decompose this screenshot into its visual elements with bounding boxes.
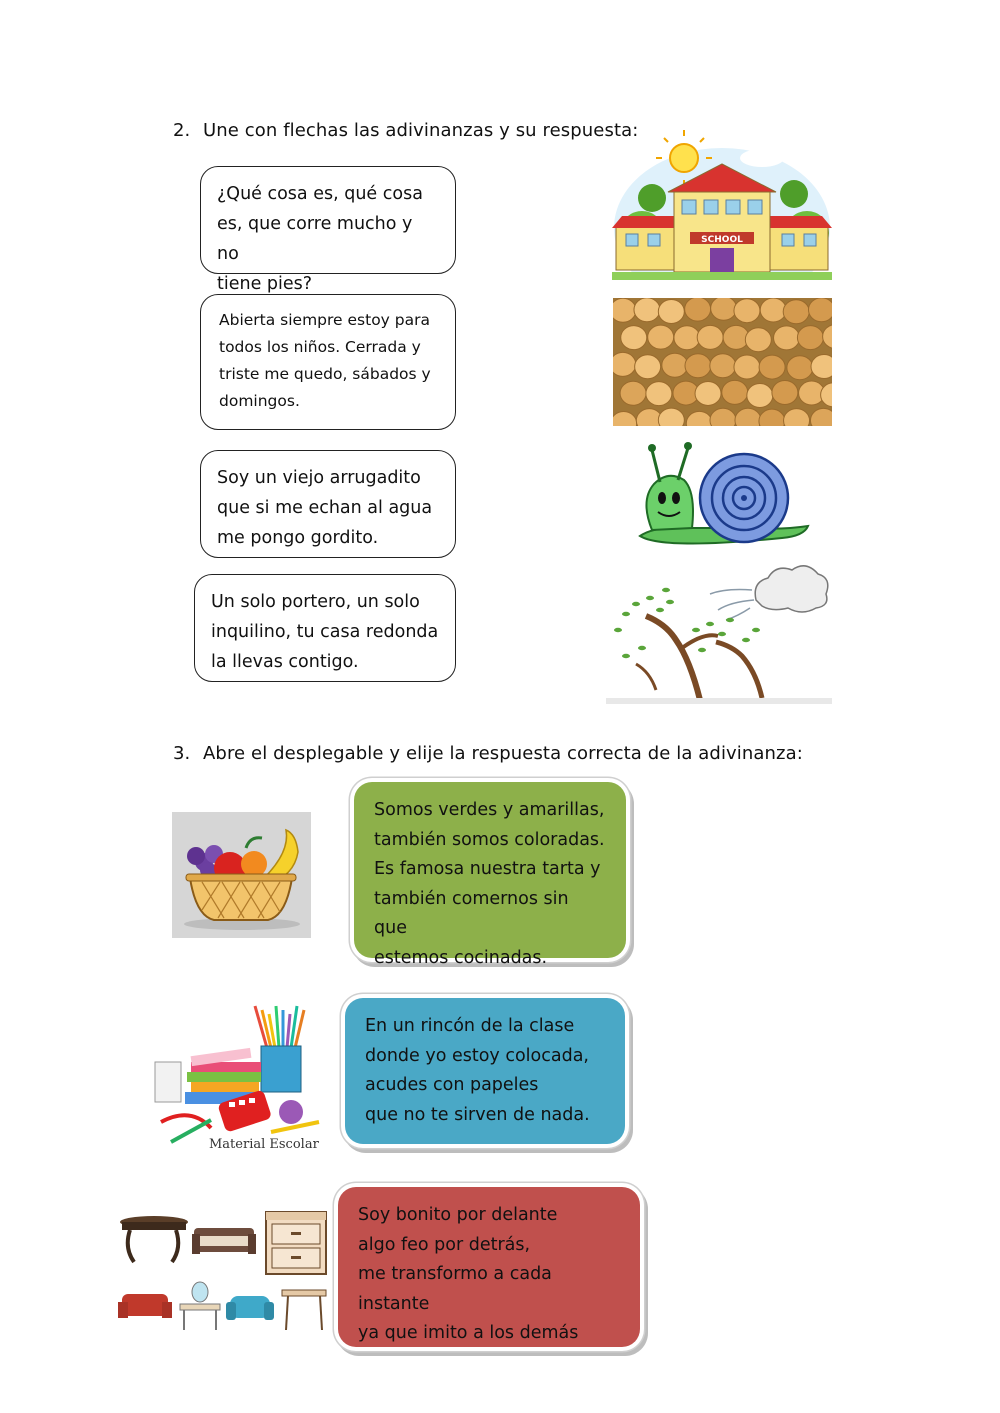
- school-supplies-image: [151, 1002, 327, 1158]
- riddle-card-3-text: Soy bonito por delante algo feo por detrás, me transformo a cada instante ya que imito a los demás: [358, 1205, 579, 1343]
- riddle-box-3: [200, 450, 456, 558]
- wind-image: [606, 560, 832, 704]
- section-3-number: 3.: [173, 743, 191, 764]
- riddle-text-1: ¿Qué cosa es, qué cosa es, que corre mucho y no tiene pies?: [217, 184, 423, 294]
- riddle-card-2-text: En un rincón de la clase donde yo estoy colocada, acudes con papeles que no te sirven de nada.: [365, 1016, 590, 1125]
- fruit-basket-image: [172, 812, 311, 938]
- section-3-heading: [173, 743, 803, 764]
- riddle-card-3: [338, 1187, 640, 1347]
- section-2-heading: [173, 120, 638, 141]
- riddle-text-4: Un solo portero, un solo inquilino, tu casa redonda la llevas contigo.: [211, 592, 439, 672]
- riddle-text-3: Soy un viejo arrugadito que si me echan al agua me pongo gordito.: [217, 468, 433, 548]
- section-2-number: 2.: [173, 120, 191, 141]
- section-3-instruction: Abre el desplegable y elije la respuesta correcta de la adivinanza:: [203, 743, 803, 764]
- riddle-card-1-text: Somos verdes y amarillas, también somos coloradas. Es famosa nuestra tarta y también comernos sin que estemos cocinadas.: [374, 800, 605, 968]
- furniture-image: [116, 1208, 330, 1336]
- riddle-card-2: [345, 998, 625, 1144]
- section-2-instruction: Une con flechas las adivinanzas y su respuesta:: [203, 120, 639, 141]
- riddle-card-1: [354, 782, 626, 968]
- riddle-box-2: [200, 294, 456, 430]
- snail-image: [632, 440, 812, 552]
- riddle-text-2: Abierta siempre estoy para todos los niños. Cerrada y triste me quedo, sábados y domingos.: [219, 311, 431, 410]
- school-sign-text: SCHOOL: [701, 235, 743, 245]
- chickpeas-image: [613, 298, 832, 426]
- riddle-box-1: [200, 166, 456, 294]
- riddle-box-4: [194, 574, 456, 682]
- school-image: [612, 128, 832, 280]
- material-caption: Material Escolar: [209, 1137, 319, 1152]
